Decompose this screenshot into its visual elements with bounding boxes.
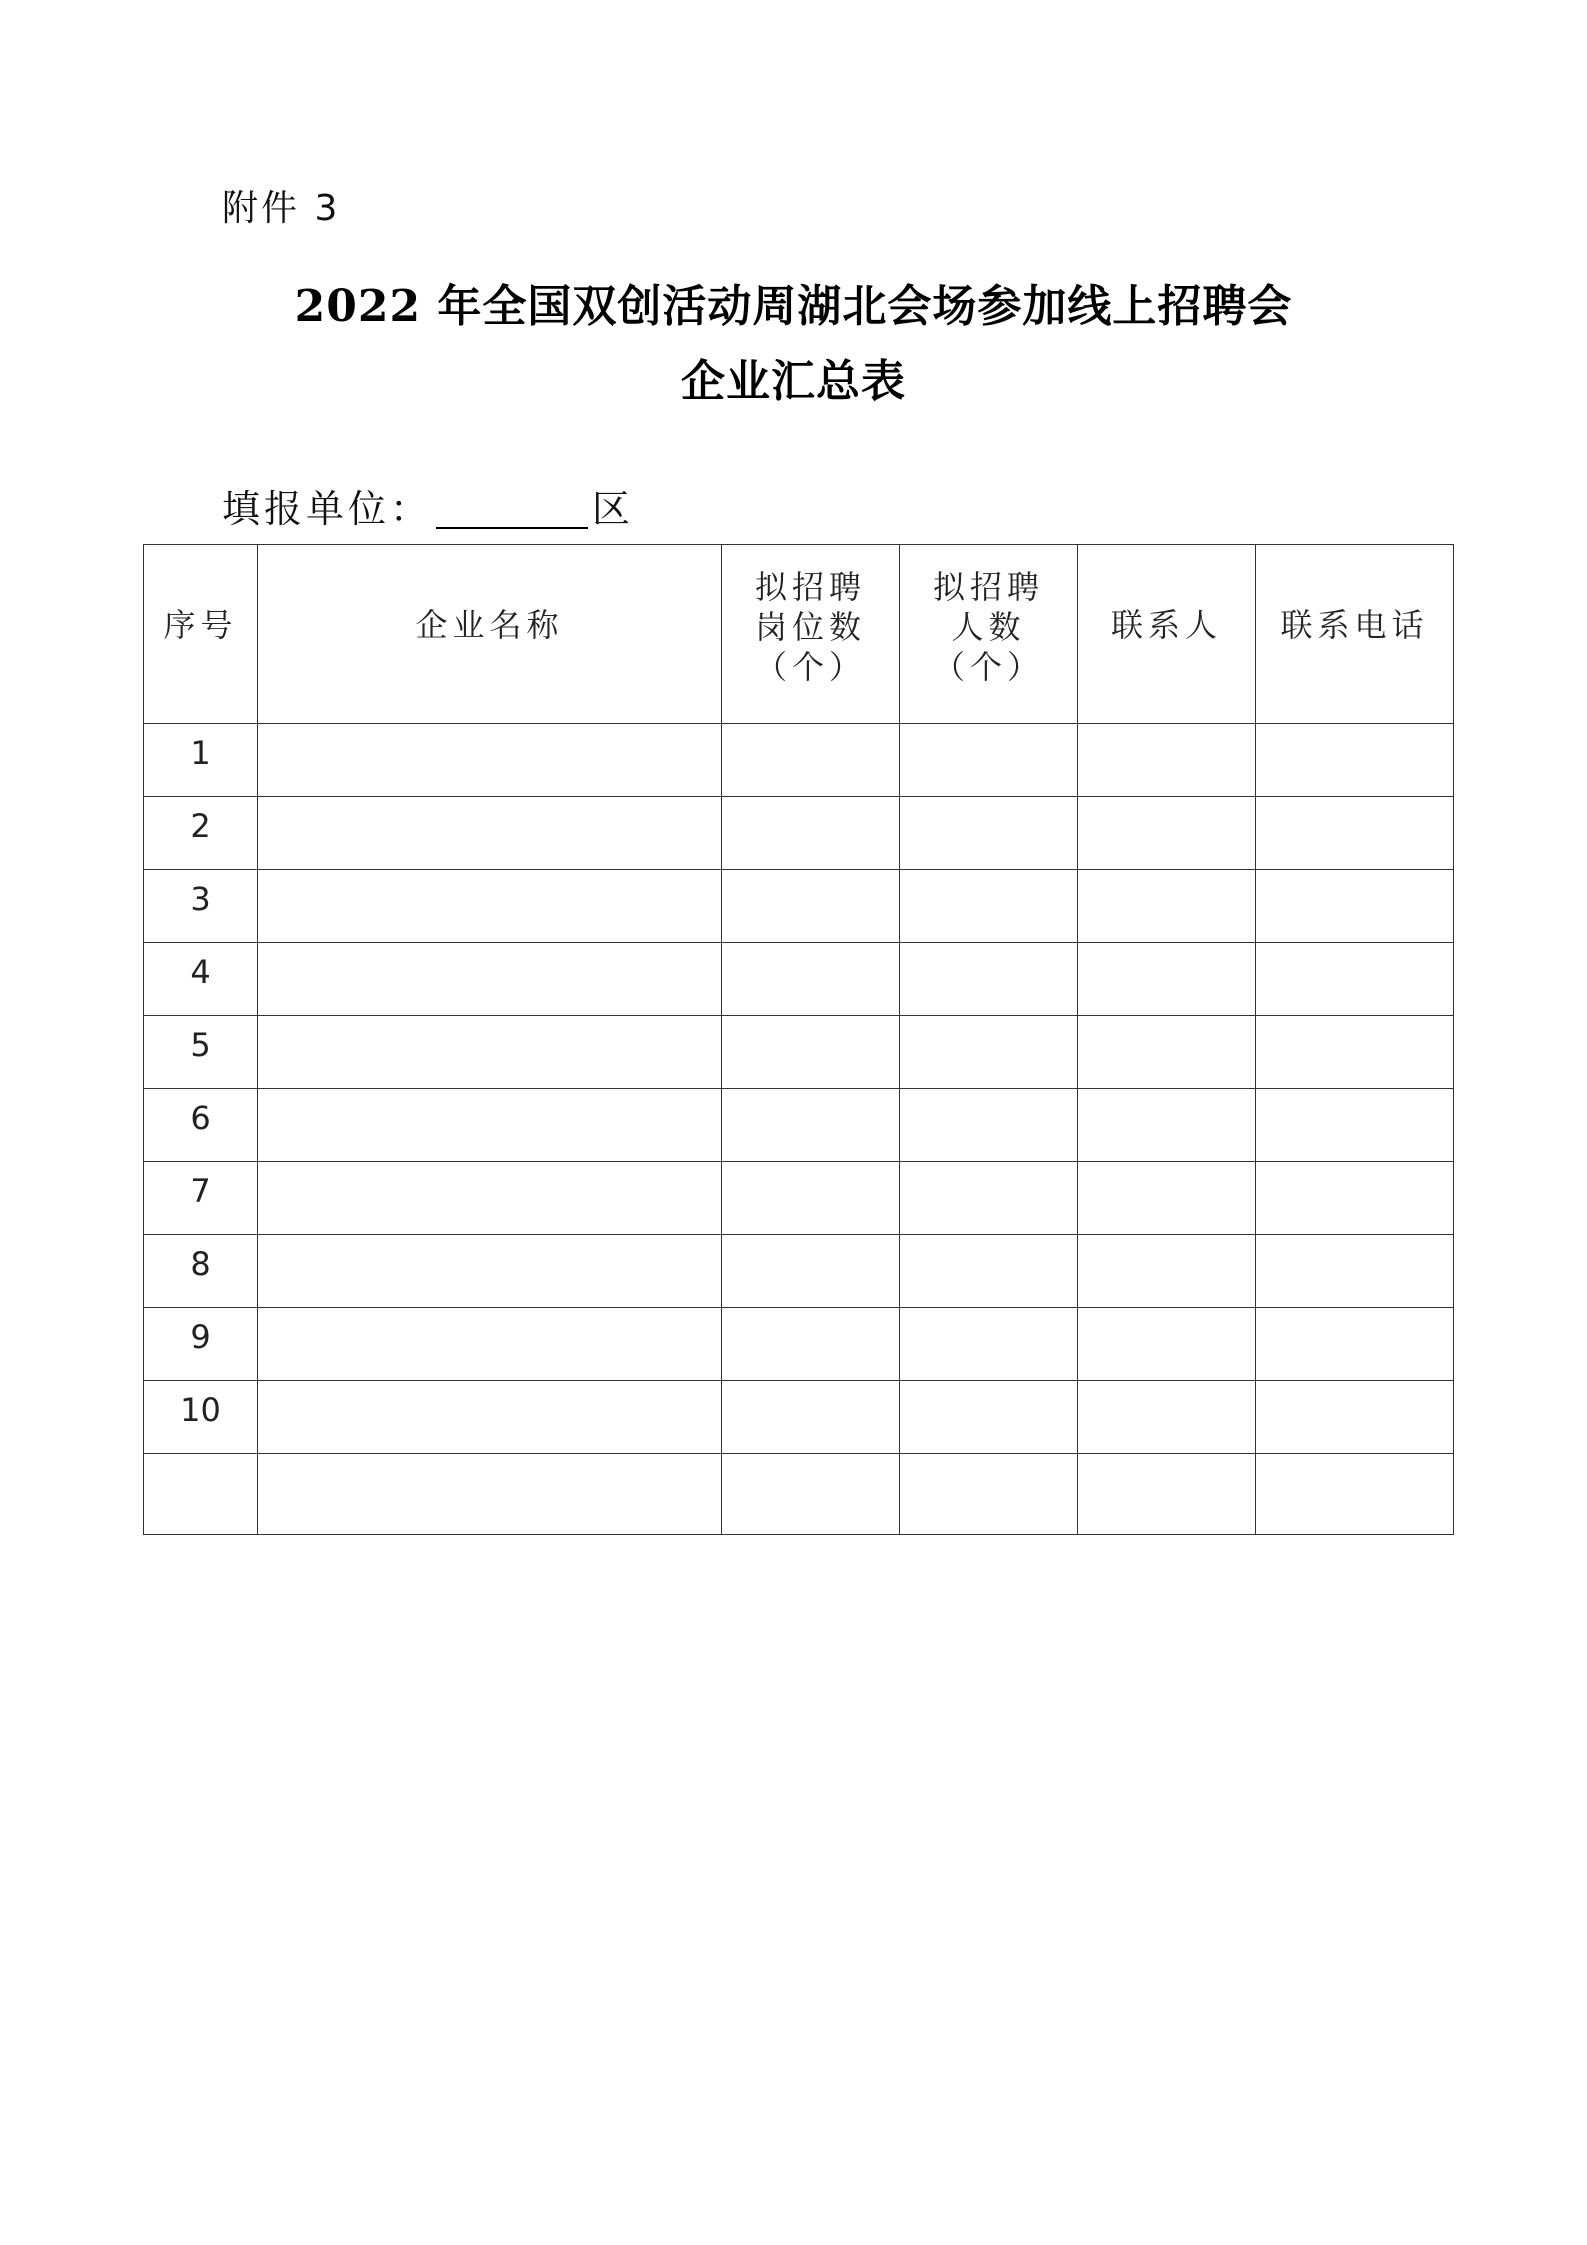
table-row xyxy=(144,1016,1454,1089)
table-body xyxy=(144,724,1454,1535)
company-name-cell[interactable] xyxy=(258,1162,722,1235)
table-row xyxy=(144,870,1454,943)
contact-phone-cell[interactable] xyxy=(1256,1308,1454,1381)
contact-phone-cell[interactable] xyxy=(1256,943,1454,1016)
company-name-cell[interactable] xyxy=(258,1089,722,1162)
headcount-cell[interactable] xyxy=(900,1381,1078,1454)
row-index-cell: 7 xyxy=(144,1162,258,1235)
contact-phone-cell[interactable] xyxy=(1256,870,1454,943)
positions-count-cell[interactable] xyxy=(722,1162,900,1235)
contact-person-cell[interactable] xyxy=(1078,1089,1256,1162)
table-row xyxy=(144,1235,1454,1308)
headcount-cell[interactable] xyxy=(900,1016,1078,1089)
table-row xyxy=(144,1381,1454,1454)
contact-person-cell[interactable] xyxy=(1078,1381,1256,1454)
enterprise-summary-table xyxy=(143,544,1454,1535)
contact-phone-cell[interactable] xyxy=(1256,724,1454,797)
positions-count-cell[interactable] xyxy=(722,797,900,870)
headcount-cell[interactable] xyxy=(900,1308,1078,1381)
contact-person-cell[interactable] xyxy=(1078,724,1256,797)
contact-phone-cell[interactable] xyxy=(1256,1016,1454,1089)
header-contact-person: 联系人 xyxy=(1078,545,1256,724)
positions-count-cell[interactable] xyxy=(722,1016,900,1089)
company-name-cell[interactable] xyxy=(258,1381,722,1454)
headcount-cell[interactable] xyxy=(900,943,1078,1016)
row-index-cell xyxy=(144,1454,258,1535)
company-name-cell[interactable] xyxy=(258,943,722,1016)
headcount-cell[interactable] xyxy=(900,1235,1078,1308)
positions-count-cell[interactable] xyxy=(722,1308,900,1381)
document-title: 2022 年全国双创活动周湖北会场参加线上招聘会 xyxy=(294,281,1293,332)
table-header-row xyxy=(144,545,1454,724)
contact-phone-cell[interactable] xyxy=(1256,1089,1454,1162)
row-index-cell: 4 xyxy=(144,943,258,1016)
contact-person-cell[interactable] xyxy=(1078,943,1256,1016)
table-row xyxy=(144,797,1454,870)
header-positions-count: 拟招聘 岗位数 （个） xyxy=(722,545,900,724)
contact-person-cell[interactable] xyxy=(1078,1162,1256,1235)
attachment-label: 附件 3 xyxy=(222,188,341,229)
reporting-unit-row xyxy=(222,478,634,533)
headcount-cell[interactable] xyxy=(900,797,1078,870)
contact-phone-cell[interactable] xyxy=(1256,1381,1454,1454)
contact-person-cell[interactable] xyxy=(1078,1016,1256,1089)
headcount-cell[interactable] xyxy=(900,724,1078,797)
contact-person-cell[interactable] xyxy=(1078,1235,1256,1308)
company-name-cell[interactable] xyxy=(258,1235,722,1308)
headcount-cell[interactable] xyxy=(900,1162,1078,1235)
table-row xyxy=(144,724,1454,797)
header-index: 序号 xyxy=(144,545,258,724)
positions-count-cell[interactable] xyxy=(722,870,900,943)
contact-person-cell[interactable] xyxy=(1078,1454,1256,1535)
contact-phone-cell[interactable] xyxy=(1256,1235,1454,1308)
contact-phone-cell[interactable] xyxy=(1256,1162,1454,1235)
table-row xyxy=(144,1162,1454,1235)
header-headcount: 拟招聘 人数 （个） xyxy=(900,545,1078,724)
company-name-cell[interactable] xyxy=(258,797,722,870)
row-index-cell: 2 xyxy=(144,797,258,870)
reporting-unit-field[interactable] xyxy=(436,487,588,529)
company-name-cell[interactable] xyxy=(258,724,722,797)
row-index-cell: 3 xyxy=(144,870,258,943)
header-contact-phone: 联系电话 xyxy=(1256,545,1454,724)
reporting-unit-label: 填报单位： xyxy=(222,487,433,531)
company-name-cell[interactable] xyxy=(258,870,722,943)
headcount-cell[interactable] xyxy=(900,1454,1078,1535)
row-index-cell: 1 xyxy=(144,724,258,797)
row-index-cell: 5 xyxy=(144,1016,258,1089)
table-row xyxy=(144,1308,1454,1381)
contact-person-cell[interactable] xyxy=(1078,870,1256,943)
row-index-cell: 10 xyxy=(144,1381,258,1454)
table-row xyxy=(144,1089,1454,1162)
positions-count-cell[interactable] xyxy=(722,1381,900,1454)
row-index-cell: 9 xyxy=(144,1308,258,1381)
headcount-cell[interactable] xyxy=(900,870,1078,943)
reporting-unit-suffix: 区 xyxy=(592,487,635,531)
table-row xyxy=(144,1454,1454,1535)
company-name-cell[interactable] xyxy=(258,1308,722,1381)
positions-count-cell[interactable] xyxy=(722,1235,900,1308)
positions-count-cell[interactable] xyxy=(722,724,900,797)
contact-person-cell[interactable] xyxy=(1078,797,1256,870)
row-index-cell: 6 xyxy=(144,1089,258,1162)
positions-count-cell[interactable] xyxy=(722,1454,900,1535)
positions-count-cell[interactable] xyxy=(722,1089,900,1162)
row-index-cell: 8 xyxy=(144,1235,258,1308)
table-row xyxy=(144,943,1454,1016)
positions-count-cell[interactable] xyxy=(722,943,900,1016)
document-subtitle: 企业汇总表 xyxy=(681,356,906,407)
headcount-cell[interactable] xyxy=(900,1089,1078,1162)
contact-phone-cell[interactable] xyxy=(1256,797,1454,870)
contact-phone-cell[interactable] xyxy=(1256,1454,1454,1535)
company-name-cell[interactable] xyxy=(258,1454,722,1535)
contact-person-cell[interactable] xyxy=(1078,1308,1256,1381)
company-name-cell[interactable] xyxy=(258,1016,722,1089)
header-company-name: 企业名称 xyxy=(258,545,722,724)
